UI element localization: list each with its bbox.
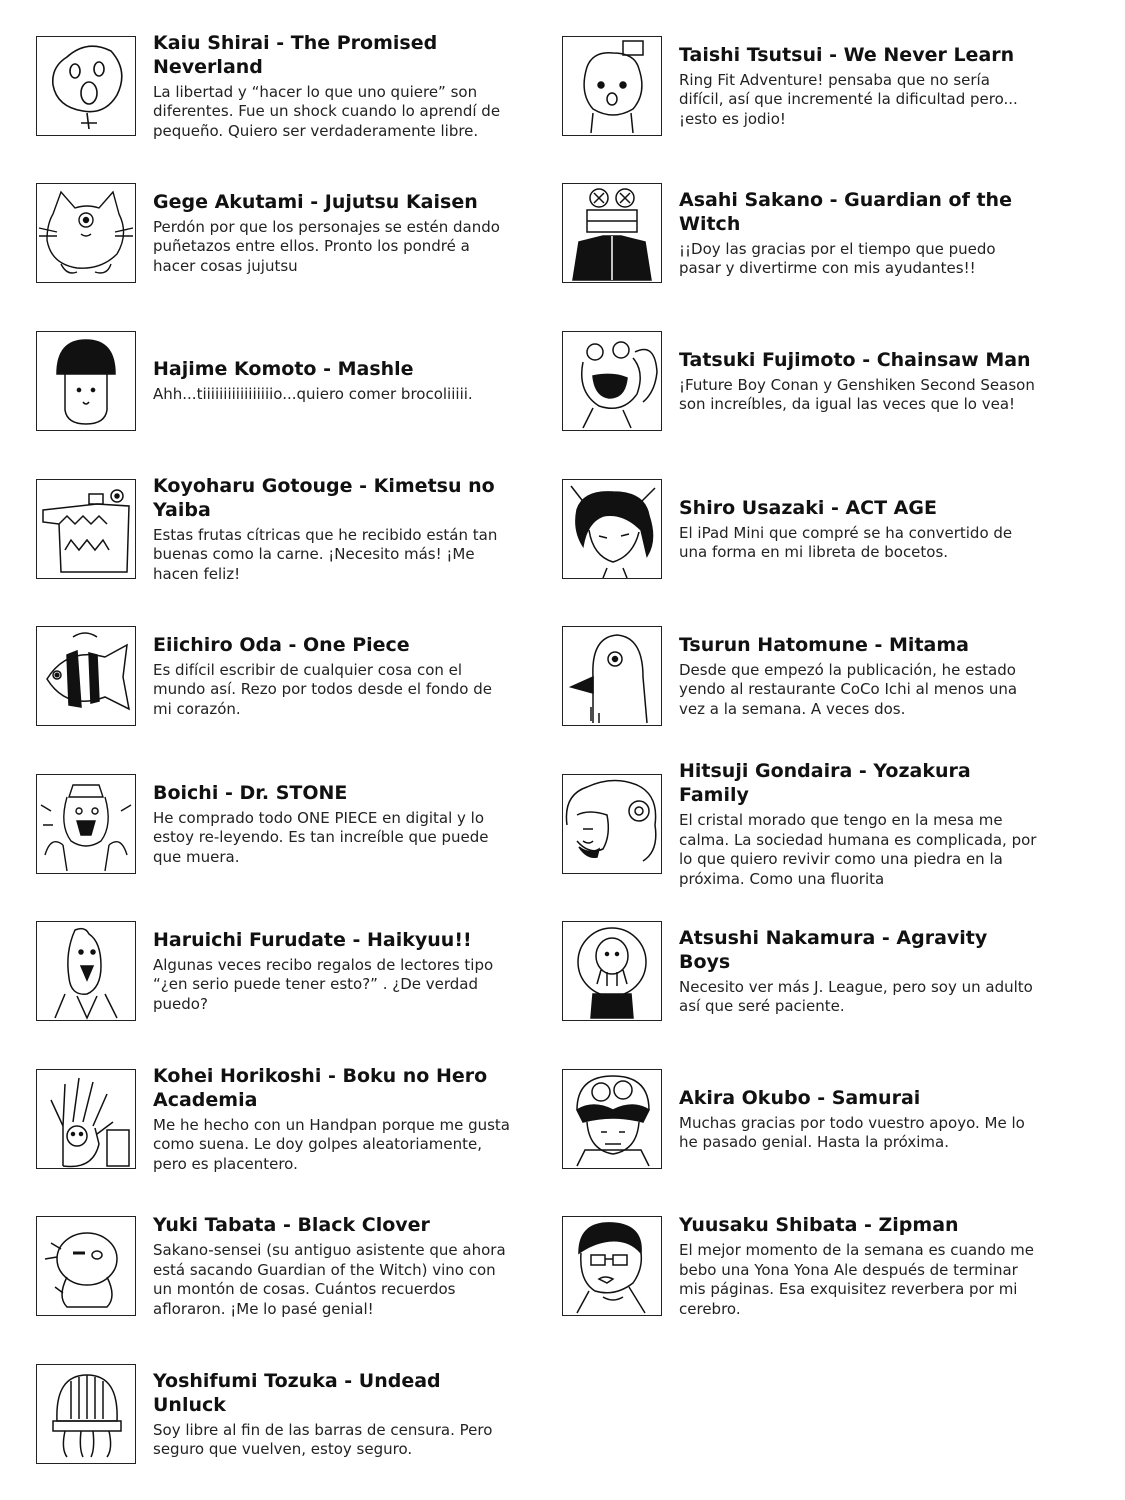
entry-text (153, 1364, 513, 1464)
author-title: Kaiu Shirai - The Promised Neverland (153, 31, 438, 78)
bird-face-icon (36, 921, 136, 1021)
striped-fish-icon (36, 626, 136, 726)
author-title: Akira Okubo - Samurai (679, 1086, 921, 1109)
author-comment: El iPad Mini que compré se ha convertido de una forma en mi libreta de bocetos. (679, 523, 1013, 561)
author-title: Yuusaku Shibata - Zipman (679, 1214, 959, 1236)
author-comment: ¡¡Doy las gracias por el tiempo que puedo pasar y divertirme con mis ayudantes!! (679, 239, 996, 277)
author-comment: Ring Fit Adventure! pensaba que no sería difícil, así que incrementé la dificultad pero...¡esto es jodio! (679, 70, 1018, 128)
jellyfish-icon (36, 1364, 136, 1464)
author-comment: Soy libre al fin de las barras de censura. Pero seguro que vuelven, estoy seguro. (153, 1420, 493, 1458)
author-title: Yoshifumi Tozuka - Undead Unluck (153, 1369, 441, 1416)
entry-text (153, 774, 513, 874)
masked-figure-icon (562, 183, 662, 283)
ghost-face-sketch-icon (36, 36, 136, 136)
glasses-man-icon (562, 1216, 662, 1316)
author-title: Haruichi Furudate - Haikyuu!! (153, 928, 472, 951)
author-comment: El cristal morado que tengo en la mesa me calma. La sociedad humana es complicada, por lo que quiero revivir como una piedra en la próxima. Como una fluorita (679, 811, 1037, 888)
shouting-kid-icon (562, 36, 662, 136)
author-entry (562, 479, 1052, 579)
author-title: Boichi - Dr. STONE (153, 781, 348, 804)
entry-text (679, 921, 1039, 1021)
author-title: Tsurun Hatomune - Mitama (679, 633, 969, 656)
author-title: Koyoharu Gotouge - Kimetsu no Yaiba (153, 474, 495, 521)
author-title: Shiro Usazaki - ACT AGE (679, 496, 937, 519)
author-comment: Desde que empezó la publicación, he estado yendo al restaurante CoCo Ichi al menos una vez a la semana. A veces dos. (679, 660, 1018, 718)
author-title: Kohei Horikoshi - Boku no Hero Academia (153, 1064, 488, 1111)
author-title: Hajime Komoto - Mashle (153, 358, 414, 381)
author-entry (36, 1216, 526, 1316)
entry-text (679, 1216, 1039, 1316)
entry-text (679, 760, 1039, 888)
screaming-character-icon (36, 774, 136, 874)
author-entry (562, 921, 1052, 1021)
entry-text (153, 1216, 513, 1316)
horned-girl-icon (562, 479, 662, 579)
frog-creature-icon (562, 331, 662, 431)
entry-text (679, 626, 1039, 726)
entry-text (679, 183, 1039, 283)
author-title: Yuki Tabata - Black Clover (153, 1214, 430, 1236)
author-comment: ¡Future Boy Conan y Genshiken Second Season son increíbles, da igual las veces que lo vea! (679, 375, 1035, 413)
author-entry (36, 774, 526, 874)
entry-text (153, 1064, 513, 1173)
author-entry (36, 183, 526, 283)
author-entry (36, 474, 526, 583)
entry-text (153, 921, 513, 1021)
author-entry (36, 31, 526, 140)
author-comment: Necesito ver más J. League, pero soy un adulto así que seré paciente. (679, 977, 1033, 1015)
author-entry (36, 1064, 526, 1173)
author-comment: La libertad y “hacer lo que uno quiere” son diferentes. Fue un shock cuando lo aprendí de pequeño. Quiero ser verdaderamente libre. (153, 82, 501, 140)
pigeon-head-icon (562, 626, 662, 726)
author-entry (562, 626, 1052, 726)
entry-text (153, 474, 513, 583)
author-entry (36, 1364, 526, 1464)
entry-text (679, 331, 1039, 431)
author-title: Hitsuji Gondaira - Yozakura Family (679, 760, 971, 806)
entry-text (153, 31, 513, 140)
author-comment: Estas frutas cítricas que he recibido están tan buenas como la carne. ¡Necesito más! ¡Me hacen feliz! (153, 525, 498, 583)
author-entry (562, 183, 1052, 283)
entry-text (679, 1069, 1039, 1169)
author-title: Tatsuki Fujimoto - Chainsaw Man (679, 348, 1031, 371)
author-entry (562, 760, 1052, 888)
raised-hand-icon (36, 1069, 136, 1169)
author-entry (562, 1216, 1052, 1316)
author-comment: Ahh...tiiiiiiiiiiiiiiiiio...quiero comer brocoliiiii. (153, 385, 473, 404)
entry-text (679, 479, 1039, 579)
author-comment: Me he hecho con un Handpan porque me gusta como suena. Le doy golpes aleatoriamente, pero es placentero. (153, 1115, 510, 1173)
entry-text (153, 183, 513, 283)
entry-text (153, 331, 513, 431)
author-entry (36, 921, 526, 1021)
author-comment: Perdón por que los personajes se estén dando puñetazos entre ellos. Pronto los pondré a hacer cosas jujutsu (153, 217, 500, 275)
entry-text (679, 36, 1039, 136)
author-entry (562, 331, 1052, 431)
mushroom-head-icon (36, 331, 136, 431)
author-entry (562, 1069, 1052, 1169)
round-bird-icon (36, 1216, 136, 1316)
author-entry (36, 626, 526, 726)
author-comment: Algunas veces recibo regalos de lectores tipo “¿en serio puede tener esto?” . ¿De verdad puedo? (153, 955, 494, 1013)
author-entry (562, 36, 1052, 136)
author-title: Asahi Sakano - Guardian of the Witch (679, 188, 1012, 235)
author-title: Taishi Tsutsui - We Never Learn (679, 43, 1015, 66)
author-comment: He comprado todo ONE PIECE en digital y lo estoy re-leyendo. Es tan increíble que puede que muera. (153, 808, 489, 866)
author-entry (36, 331, 526, 431)
author-comment: Es difícil escribir de cualquier cosa con el mundo así. Rezo por todos desde el fondo de mi corazón. (153, 660, 493, 718)
author-title: Gege Akutami - Jujutsu Kaisen (153, 190, 478, 213)
author-title: Atsushi Nakamura - Agravity Boys (679, 926, 988, 973)
author-comment: El mejor momento de la semana es cuando me bebo una Yona Yona Ale después de terminar mis páginas. Esa exquisitez reverbera por mi cerebro. (679, 1241, 1035, 1318)
author-title: Eiichiro Oda - One Piece (153, 633, 410, 656)
goggles-samurai-icon (562, 1069, 662, 1169)
author-comment: Sakano-sensei (su antiguo asistente que ahora está sacando Guardian of the Witch) vino con un montón de cosas. Cuántos recuerdos afloraron. ¡Me lo pasé genial! (153, 1241, 506, 1318)
entry-text (153, 626, 513, 726)
author-comment: Muchas gracias por todo vuestro apoyo. Me lo he pasado genial. Hasta la próxima. (679, 1113, 1025, 1151)
round-head-figure-icon (562, 921, 662, 1021)
one-eyed-cat-icon (36, 183, 136, 283)
sheep-girl-icon (562, 774, 662, 874)
glasses-monster-icon (36, 479, 136, 579)
